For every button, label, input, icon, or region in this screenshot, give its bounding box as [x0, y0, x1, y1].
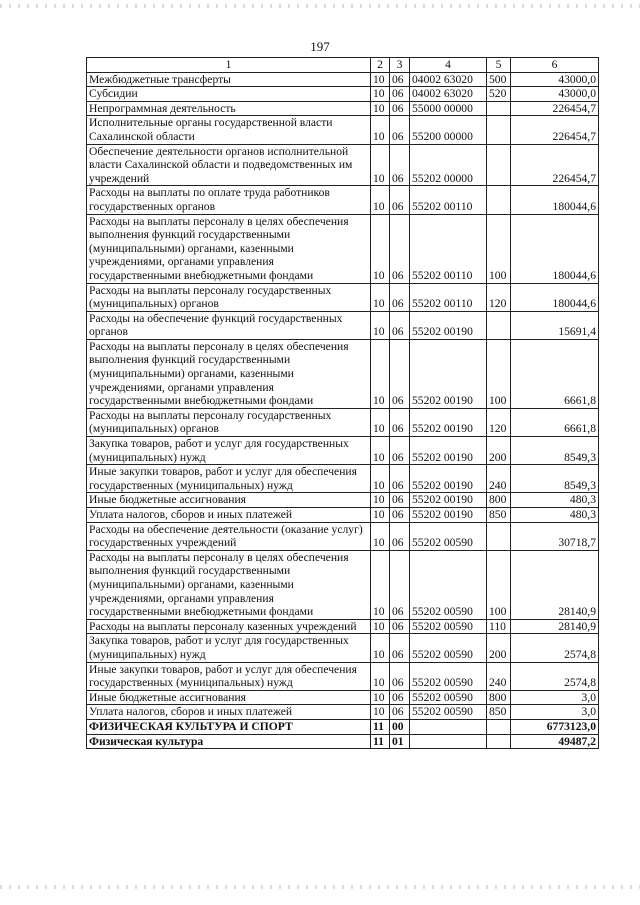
row-name-cell: Физическая культура — [87, 734, 371, 749]
row-subsection-cell: 06 — [390, 186, 410, 214]
row-subsection-cell: 06 — [390, 634, 410, 662]
row-expense-type-cell: 240 — [487, 662, 511, 690]
row-target-article-cell: 55202 00590 — [410, 619, 487, 634]
row-sum-cell: 6773123,0 — [511, 719, 599, 734]
table-row — [87, 690, 599, 705]
row-section-cell: 10 — [371, 339, 390, 408]
row-name-cell: Уплата налогов, сборов и иных платежей — [87, 705, 371, 720]
row-target-article-cell: 55202 00590 — [410, 550, 487, 619]
row-target-article-cell: 55202 00110 — [410, 214, 487, 283]
table-row — [87, 522, 599, 550]
row-target-article-cell — [410, 719, 487, 734]
row-name-cell: Расходы на выплаты персоналу государственных (муниципальных) органов — [87, 283, 371, 311]
table-row — [87, 87, 599, 102]
table-row — [87, 101, 599, 116]
row-subsection-cell: 06 — [390, 508, 410, 523]
row-expense-type-cell: 200 — [487, 634, 511, 662]
row-section-cell: 10 — [371, 690, 390, 705]
row-subsection-cell: 06 — [390, 619, 410, 634]
row-subsection-cell: 06 — [390, 283, 410, 311]
row-sum-cell: 15691,4 — [511, 311, 599, 339]
row-subsection-cell: 06 — [390, 87, 410, 102]
row-sum-cell: 2574,8 — [511, 662, 599, 690]
table-row — [87, 719, 599, 734]
row-target-article-cell: 55202 00190 — [410, 408, 487, 436]
row-section-cell: 10 — [371, 508, 390, 523]
row-expense-type-cell — [487, 734, 511, 749]
row-target-article-cell: 55202 00190 — [410, 465, 487, 493]
column-header: 3 — [390, 58, 410, 73]
row-section-cell: 10 — [371, 619, 390, 634]
column-header: 6 — [511, 58, 599, 73]
row-target-article-cell: 04002 63020 — [410, 72, 487, 87]
row-section-cell: 10 — [371, 116, 390, 144]
row-sum-cell: 180044,6 — [511, 186, 599, 214]
row-target-article-cell: 55202 00110 — [410, 186, 487, 214]
row-section-cell: 10 — [371, 186, 390, 214]
row-subsection-cell: 06 — [390, 437, 410, 465]
row-expense-type-cell: 110 — [487, 619, 511, 634]
row-expense-type-cell — [487, 116, 511, 144]
row-name-cell: Исполнительные органы государственной власти Сахалинской области — [87, 116, 371, 144]
row-name-cell: Иные бюджетные ассигнования — [87, 690, 371, 705]
table-row — [87, 662, 599, 690]
row-expense-type-cell: 120 — [487, 408, 511, 436]
row-sum-cell: 226454,7 — [511, 144, 599, 186]
column-header: 4 — [410, 58, 487, 73]
row-target-article-cell: 55000 00000 — [410, 101, 487, 116]
row-sum-cell: 30718,7 — [511, 522, 599, 550]
column-header: 5 — [487, 58, 511, 73]
table-row — [87, 283, 599, 311]
row-expense-type-cell — [487, 719, 511, 734]
row-target-article-cell: 55202 00590 — [410, 662, 487, 690]
row-section-cell: 10 — [371, 550, 390, 619]
row-target-article-cell: 55200 00000 — [410, 116, 487, 144]
row-subsection-cell: 06 — [390, 690, 410, 705]
row-subsection-cell: 06 — [390, 214, 410, 283]
row-sum-cell: 226454,7 — [511, 116, 599, 144]
row-sum-cell: 8549,3 — [511, 465, 599, 493]
row-name-cell: Уплата налогов, сборов и иных платежей — [87, 508, 371, 523]
table-row — [87, 705, 599, 720]
table-row — [87, 465, 599, 493]
table-row — [87, 116, 599, 144]
row-subsection-cell: 06 — [390, 662, 410, 690]
table-row — [87, 408, 599, 436]
row-section-cell: 10 — [371, 72, 390, 87]
row-expense-type-cell: 850 — [487, 508, 511, 523]
row-name-cell: Иные закупки товаров, работ и услуг для обеспечения государственных (муниципальных) нужд — [87, 465, 371, 493]
row-expense-type-cell: 500 — [487, 72, 511, 87]
row-target-article-cell: 55202 00590 — [410, 690, 487, 705]
table-row — [87, 508, 599, 523]
row-subsection-cell: 06 — [390, 101, 410, 116]
row-expense-type-cell: 120 — [487, 283, 511, 311]
row-subsection-cell: 06 — [390, 465, 410, 493]
row-name-cell: Расходы на обеспечение деятельности (оказание услуг) государственных учреждений — [87, 522, 371, 550]
row-name-cell: Расходы на обеспечение функций государственных органов — [87, 311, 371, 339]
table-row — [87, 339, 599, 408]
row-subsection-cell: 06 — [390, 408, 410, 436]
row-name-cell: Расходы на выплаты персоналу в целях обеспечения выполнения функций государственными (муниципальными) органами, казенными учреждениями, органами управления государственными внебюджетными фондами — [87, 550, 371, 619]
row-sum-cell: 8549,3 — [511, 437, 599, 465]
row-target-article-cell: 55202 00190 — [410, 437, 487, 465]
row-expense-type-cell: 200 — [487, 437, 511, 465]
row-expense-type-cell: 100 — [487, 339, 511, 408]
row-expense-type-cell: 520 — [487, 87, 511, 102]
row-section-cell: 11 — [371, 734, 390, 749]
row-name-cell: Расходы на выплаты персоналу казенных учреждений — [87, 619, 371, 634]
row-section-cell: 10 — [371, 522, 390, 550]
row-name-cell: Расходы на выплаты персоналу в целях обеспечения выполнения функций государственными (муниципальными) органами, казенными учреждениями, органами управления государственными внебюджетными фондами — [87, 339, 371, 408]
row-target-article-cell — [410, 734, 487, 749]
row-expense-type-cell: 100 — [487, 550, 511, 619]
row-name-cell: Расходы на выплаты по оплате труда работников государственных органов — [87, 186, 371, 214]
row-section-cell: 10 — [371, 634, 390, 662]
table-row — [87, 144, 599, 186]
row-section-cell: 10 — [371, 705, 390, 720]
row-section-cell: 10 — [371, 144, 390, 186]
row-subsection-cell: 06 — [390, 493, 410, 508]
table-row — [87, 72, 599, 87]
row-section-cell: 10 — [371, 214, 390, 283]
row-section-cell: 10 — [371, 408, 390, 436]
row-target-article-cell: 55202 00590 — [410, 634, 487, 662]
row-sum-cell: 480,3 — [511, 493, 599, 508]
budget-table — [86, 57, 599, 749]
column-header: 2 — [371, 58, 390, 73]
row-section-cell: 10 — [371, 87, 390, 102]
row-expense-type-cell: 800 — [487, 493, 511, 508]
row-section-cell: 11 — [371, 719, 390, 734]
row-section-cell: 10 — [371, 662, 390, 690]
row-sum-cell: 3,0 — [511, 705, 599, 720]
row-target-article-cell: 55202 00190 — [410, 493, 487, 508]
table-row — [87, 214, 599, 283]
row-subsection-cell: 06 — [390, 311, 410, 339]
row-name-cell: Обеспечение деятельности органов исполнительной власти Сахалинской области и подведомственных им учреждений — [87, 144, 371, 186]
row-name-cell: Закупка товаров, работ и услуг для государственных (муниципальных) нужд — [87, 634, 371, 662]
row-section-cell: 10 — [371, 283, 390, 311]
row-section-cell: 10 — [371, 465, 390, 493]
row-target-article-cell: 55202 00590 — [410, 522, 487, 550]
row-subsection-cell: 06 — [390, 144, 410, 186]
row-target-article-cell: 04002 63020 — [410, 87, 487, 102]
row-expense-type-cell: 850 — [487, 705, 511, 720]
row-subsection-cell: 06 — [390, 522, 410, 550]
row-expense-type-cell: 800 — [487, 690, 511, 705]
row-expense-type-cell — [487, 522, 511, 550]
row-target-article-cell: 55202 00190 — [410, 508, 487, 523]
row-name-cell: Закупка товаров, работ и услуг для государственных (муниципальных) нужд — [87, 437, 371, 465]
row-sum-cell: 28140,9 — [511, 550, 599, 619]
row-name-cell: Непрограммная деятельность — [87, 101, 371, 116]
table-row — [87, 311, 599, 339]
table-row — [87, 437, 599, 465]
row-expense-type-cell — [487, 101, 511, 116]
row-sum-cell: 49487,2 — [511, 734, 599, 749]
row-target-article-cell: 55202 00110 — [410, 283, 487, 311]
row-subsection-cell: 06 — [390, 550, 410, 619]
row-sum-cell: 2574,8 — [511, 634, 599, 662]
row-subsection-cell: 01 — [390, 734, 410, 749]
table-row — [87, 186, 599, 214]
row-sum-cell: 28140,9 — [511, 619, 599, 634]
row-target-article-cell: 55202 00590 — [410, 705, 487, 720]
row-target-article-cell: 55202 00190 — [410, 311, 487, 339]
row-subsection-cell: 06 — [390, 705, 410, 720]
row-sum-cell: 226454,7 — [511, 101, 599, 116]
row-sum-cell: 3,0 — [511, 690, 599, 705]
table-row — [87, 734, 599, 749]
row-name-cell: Межбюджетные трансферты — [87, 72, 371, 87]
page-number: 197 — [310, 39, 330, 54]
row-section-cell: 10 — [371, 437, 390, 465]
row-name-cell: Расходы на выплаты персоналу государственных (муниципальных) органов — [87, 408, 371, 436]
row-expense-type-cell — [487, 311, 511, 339]
row-subsection-cell: 00 — [390, 719, 410, 734]
column-header: 1 — [87, 58, 371, 73]
row-section-cell: 10 — [371, 101, 390, 116]
row-section-cell: 10 — [371, 311, 390, 339]
row-target-article-cell: 55202 00190 — [410, 339, 487, 408]
row-name-cell: Иные закупки товаров, работ и услуг для обеспечения государственных (муниципальных) нужд — [87, 662, 371, 690]
row-subsection-cell: 06 — [390, 339, 410, 408]
table-row — [87, 634, 599, 662]
row-name-cell: Расходы на выплаты персоналу в целях обеспечения выполнения функций государственными (муниципальными) органами, казенными учреждениями, органами управления государственными внебюджетными фондами — [87, 214, 371, 283]
row-sum-cell: 43000,0 — [511, 87, 599, 102]
row-expense-type-cell — [487, 144, 511, 186]
table-row — [87, 550, 599, 619]
row-expense-type-cell: 100 — [487, 214, 511, 283]
table-row — [87, 619, 599, 634]
table-header-row — [87, 58, 599, 73]
row-sum-cell: 6661,8 — [511, 408, 599, 436]
row-section-cell: 10 — [371, 493, 390, 508]
table-row — [87, 493, 599, 508]
row-sum-cell: 480,3 — [511, 508, 599, 523]
row-expense-type-cell — [487, 186, 511, 214]
row-name-cell: Иные бюджетные ассигнования — [87, 493, 371, 508]
row-name-cell: Субсидии — [87, 87, 371, 102]
row-subsection-cell: 06 — [390, 116, 410, 144]
row-sum-cell: 180044,6 — [511, 283, 599, 311]
row-target-article-cell: 55202 00000 — [410, 144, 487, 186]
row-sum-cell: 43000,0 — [511, 72, 599, 87]
row-subsection-cell: 06 — [390, 72, 410, 87]
row-sum-cell: 6661,8 — [511, 339, 599, 408]
row-name-cell: ФИЗИЧЕСКАЯ КУЛЬТУРА И СПОРТ — [87, 719, 371, 734]
row-expense-type-cell: 240 — [487, 465, 511, 493]
row-sum-cell: 180044,6 — [511, 214, 599, 283]
